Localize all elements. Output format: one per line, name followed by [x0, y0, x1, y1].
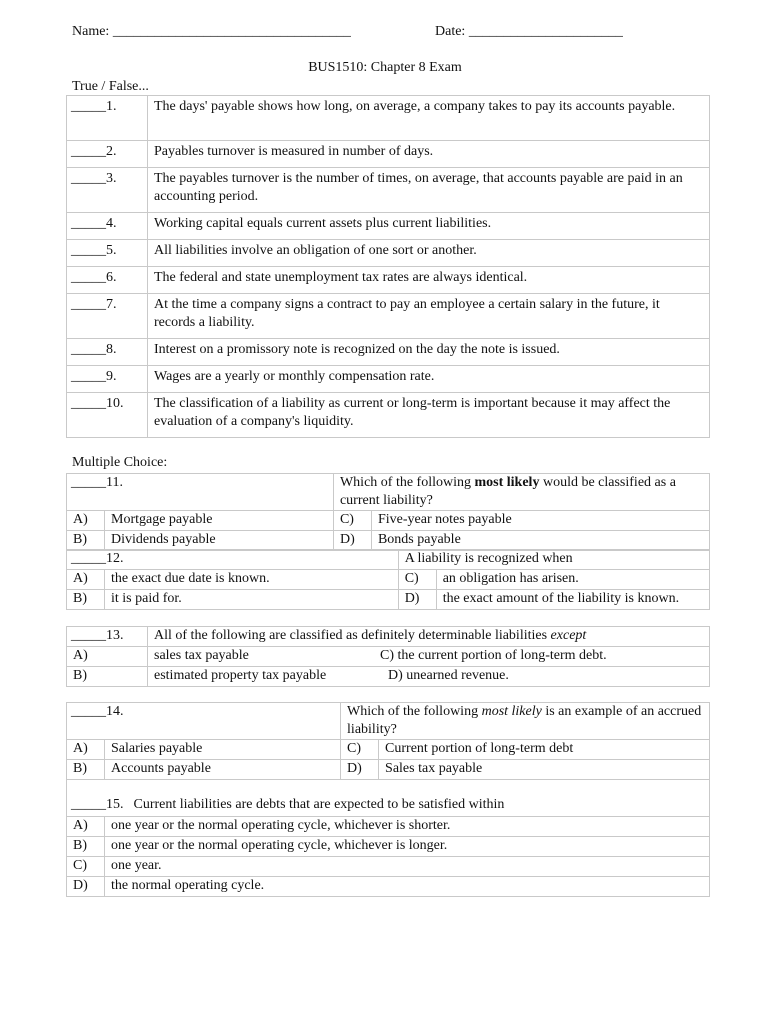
tf-number: _____5. — [67, 240, 148, 267]
answer-row — [67, 760, 710, 780]
tf-statement: Wages are a yearly or monthly compensation rate. — [148, 366, 710, 393]
question-row — [67, 550, 710, 570]
tf-number: _____4. — [67, 213, 148, 240]
option-letter: C) — [67, 857, 105, 877]
tf-row — [67, 168, 710, 213]
option-b: it is paid for. — [105, 590, 399, 610]
tf-row — [67, 267, 710, 294]
question-number: _____11. — [67, 474, 334, 511]
question-14-15 — [66, 702, 710, 897]
option-d: unearned revenue. — [406, 668, 509, 683]
answer-row — [67, 877, 710, 897]
tf-number: _____2. — [67, 141, 148, 168]
option-letter: D) — [398, 590, 436, 610]
question-row — [67, 627, 710, 647]
answer-row — [67, 857, 710, 877]
question-text: Which of the following most likely would be classified as a current liability? — [333, 474, 709, 511]
option-letter: C) — [380, 648, 394, 663]
option-letter: C) — [398, 570, 436, 590]
tf-row — [67, 339, 710, 366]
answer-row — [67, 570, 710, 590]
option-letter: D) — [388, 668, 403, 683]
tf-statement: Working capital equals current assets plus current liabilities. — [148, 213, 710, 240]
tf-statement: The payables turnover is the number of times, on average, that accounts payable are paid in an accounting period. — [148, 168, 710, 213]
tf-row — [67, 393, 710, 438]
option-letter: D) — [333, 531, 371, 551]
option-letter: B) — [67, 760, 105, 780]
tf-statement: Interest on a promissory note is recognized on the day the note is issued. — [148, 339, 710, 366]
true-false-table — [66, 95, 710, 438]
question-13 — [66, 626, 710, 687]
date-field-label: Date: ______________________ — [435, 24, 623, 39]
tf-row — [67, 213, 710, 240]
answer-row — [67, 590, 710, 610]
true-false-heading: True / False... — [72, 79, 149, 94]
option-letter: A) — [67, 570, 105, 590]
multiple-choice-heading: Multiple Choice: — [72, 455, 168, 470]
tf-row — [67, 96, 710, 141]
header-row — [72, 24, 710, 44]
option-c: an obligation has arisen. — [436, 570, 709, 590]
option-a: Mortgage payable — [105, 511, 334, 531]
answer-row — [67, 511, 710, 531]
option-c: Current portion of long-term debt — [379, 740, 710, 760]
answer-row — [67, 531, 710, 551]
option-letter: A) — [67, 511, 105, 531]
answer-row — [67, 817, 710, 837]
question-number: _____12. — [67, 550, 399, 570]
option-b: Dividends payable — [105, 531, 334, 551]
option-letter: A) — [67, 740, 105, 760]
option-letter: A) — [67, 817, 105, 837]
tf-statement: The days' payable shows how long, on average, a company takes to pay its accounts payable. — [148, 96, 710, 141]
option-a: the exact due date is known. — [105, 570, 399, 590]
question-11 — [66, 473, 710, 551]
tf-row — [67, 141, 710, 168]
option-letter: C) — [333, 511, 371, 531]
tf-number: _____9. — [67, 366, 148, 393]
option-c: the current portion of long-term debt. — [397, 648, 607, 663]
option-a: sales tax payable — [148, 647, 376, 667]
name-field-label: Name: __________________________________ — [72, 24, 351, 39]
question-number: _____13. — [67, 627, 148, 647]
tf-statement: At the time a company signs a contract to pay an employee a certain salary in the future, it records a liability. — [148, 294, 710, 339]
answer-row — [67, 667, 710, 687]
tf-number: _____6. — [67, 267, 148, 294]
tf-row — [67, 294, 710, 339]
option-a: Salaries payable — [105, 740, 341, 760]
answer-row — [67, 647, 710, 667]
option-b: one year or the normal operating cycle, whichever is longer. — [105, 837, 710, 857]
option-d: Bonds payable — [371, 531, 709, 551]
option-letter: B) — [67, 667, 148, 687]
option-letter: D) — [67, 877, 105, 897]
question-text: A liability is recognized when — [398, 550, 709, 570]
tf-number: _____7. — [67, 294, 148, 339]
page-title: BUS1510: Chapter 8 Exam — [308, 60, 462, 75]
question-text: Which of the following most likely is an example of an accrued liability? — [341, 703, 710, 740]
tf-row — [67, 240, 710, 267]
option-letter: A) — [67, 647, 148, 667]
option-d-cell — [375, 667, 710, 687]
option-c: one year. — [105, 857, 710, 877]
question-12 — [66, 549, 710, 610]
option-letter: B) — [67, 590, 105, 610]
option-d: the normal operating cycle. — [105, 877, 710, 897]
option-a: one year or the normal operating cycle, whichever is shorter. — [105, 817, 710, 837]
question-row — [67, 703, 710, 740]
option-d: the exact amount of the liability is known. — [436, 590, 709, 610]
answer-row — [67, 837, 710, 857]
tf-statement: Payables turnover is measured in number of days. — [148, 141, 710, 168]
answer-row — [67, 740, 710, 760]
option-letter: B) — [67, 837, 105, 857]
question-text: Current liabilities are debts that are expected to be satisfied within — [133, 797, 505, 812]
question-number: _____14. — [67, 703, 341, 740]
tf-number: _____1. — [67, 96, 148, 141]
question-15-header — [67, 780, 710, 817]
tf-number: _____8. — [67, 339, 148, 366]
option-letter: C) — [341, 740, 379, 760]
option-c-cell — [375, 647, 710, 667]
question-row — [67, 780, 710, 817]
option-letter: B) — [67, 531, 105, 551]
tf-number: _____10. — [67, 393, 148, 438]
option-c: Five-year notes payable — [371, 511, 709, 531]
tf-row — [67, 366, 710, 393]
question-number: _____15. — [71, 797, 124, 812]
option-d: Sales tax payable — [379, 760, 710, 780]
tf-statement: The classification of a liability as current or long-term is important because it may affect the evaluation of a company's liquidity. — [148, 393, 710, 438]
question-row — [67, 474, 710, 511]
tf-statement: All liabilities involve an obligation of one sort or another. — [148, 240, 710, 267]
option-b: Accounts payable — [105, 760, 341, 780]
tf-number: _____3. — [67, 168, 148, 213]
tf-statement: The federal and state unemployment tax rates are always identical. — [148, 267, 710, 294]
question-text: All of the following are classified as definitely determinable liabilities except — [148, 627, 710, 647]
option-b: estimated property tax payable — [148, 667, 376, 687]
option-letter: D) — [341, 760, 379, 780]
